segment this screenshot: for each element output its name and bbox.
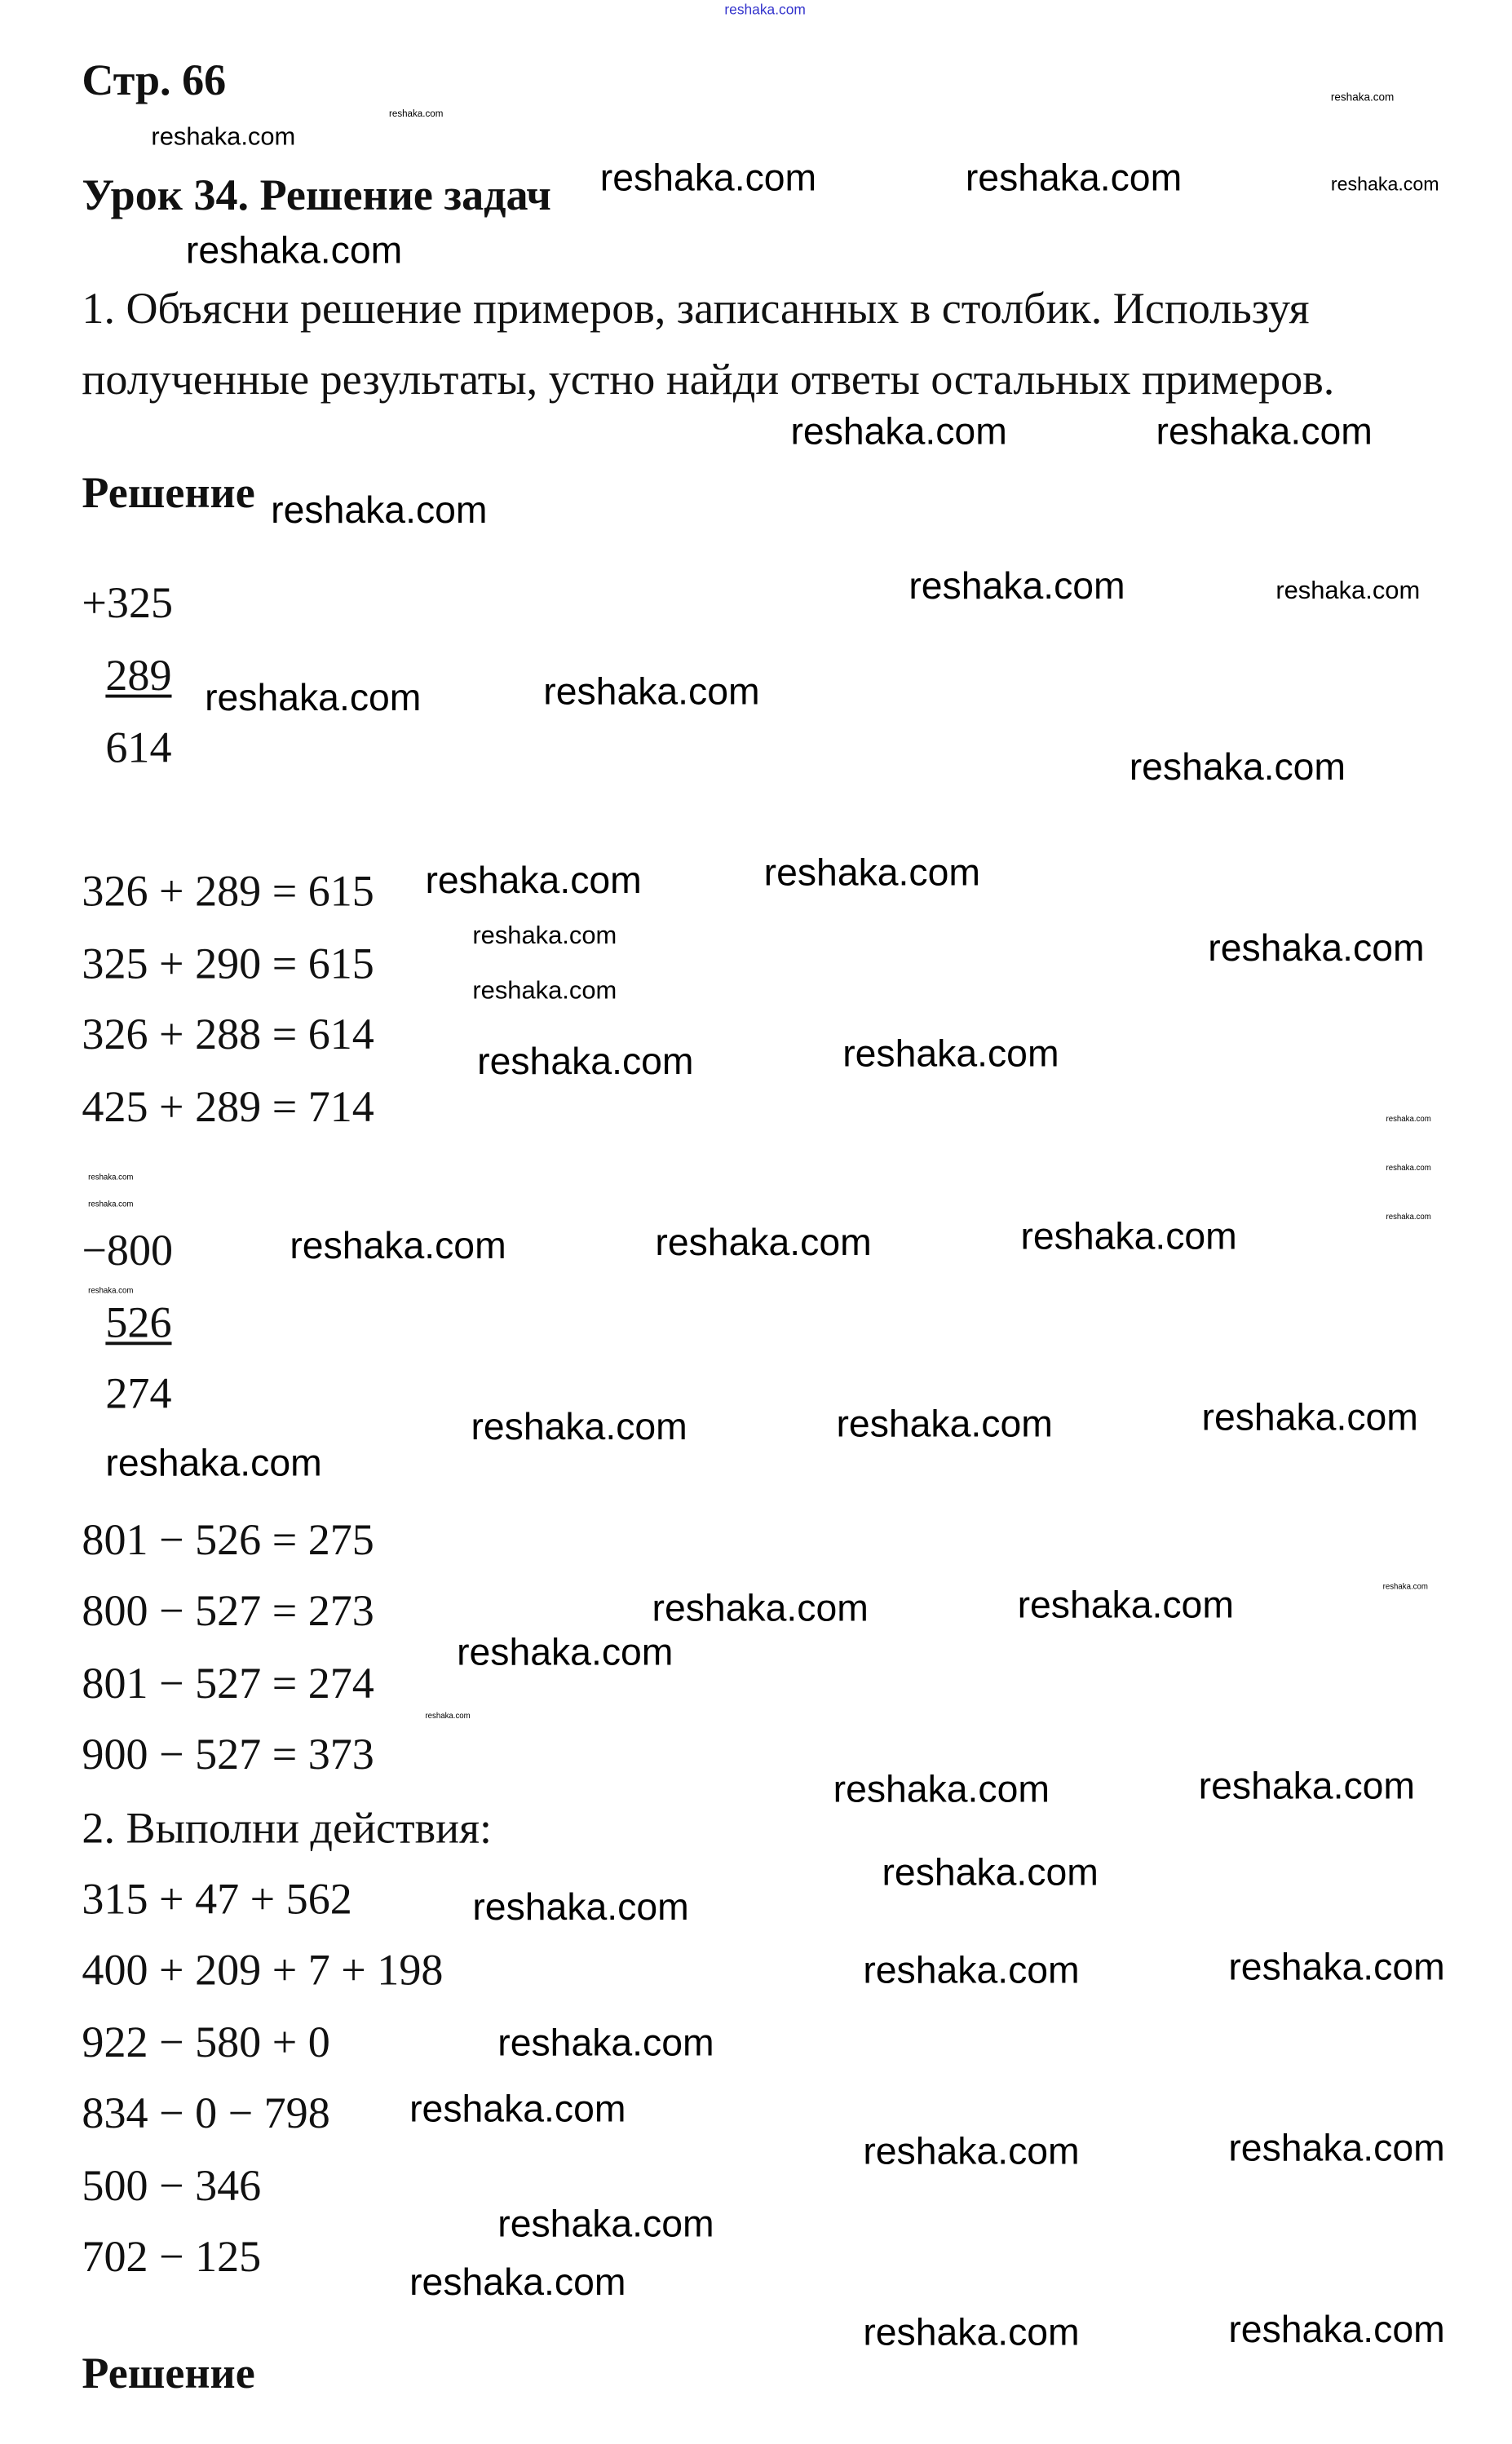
watermark: reshaka.com [185, 229, 403, 273]
watermark: reshaka.com [409, 2088, 626, 2131]
sub-equation: 801 − 527 = 274 [82, 1660, 374, 1709]
sub-equation: 801 − 526 = 275 [82, 1516, 374, 1566]
watermark: reshaka.com [497, 2022, 714, 2065]
task1-text-line2: полученные результаты, устно найди ответы остальных примеров. [82, 356, 1335, 405]
watermark: reshaka.com [543, 670, 760, 714]
watermark: reshaka.com [652, 1587, 869, 1630]
watermark: reshaka.com [290, 1225, 506, 1268]
watermark: reshaka.com [271, 489, 488, 533]
task2-expression: 400 + 209 + 7 + 198 [82, 1947, 444, 1995]
watermark: reshaka.com [1386, 1163, 1431, 1173]
watermark: reshaka.com [1228, 2128, 1445, 2171]
watermark: reshaka.com [1129, 746, 1346, 789]
watermark: reshaka.com [863, 2130, 1080, 2174]
watermark: reshaka.com [1330, 91, 1395, 104]
watermark: reshaka.com [1228, 1947, 1445, 1990]
add-equation: 425 + 289 = 714 [82, 1083, 374, 1133]
add-equation: 326 + 288 = 614 [82, 1010, 374, 1060]
task1-solution-heading: Решение [82, 469, 255, 519]
watermark: reshaka.com [836, 1403, 1053, 1446]
watermark: reshaka.com [425, 860, 642, 903]
watermark: reshaka.com [88, 1172, 134, 1182]
watermark: reshaka.com [863, 1949, 1080, 1993]
watermark: reshaka.com [389, 110, 444, 120]
watermark: reshaka.com [1382, 1581, 1428, 1592]
sub-equation: 800 − 527 = 273 [82, 1587, 374, 1637]
task2-expression: 922 − 580 + 0 [82, 2018, 330, 2068]
watermark: reshaka.com [205, 677, 422, 720]
watermark: reshaka.com [882, 1852, 1099, 1895]
task2-expression: 315 + 47 + 562 [82, 1876, 352, 1925]
watermark: reshaka.com [1386, 1114, 1431, 1124]
task2-expression: 834 − 0 − 798 [82, 2089, 330, 2139]
watermark: reshaka.com [105, 1443, 322, 1486]
task2-expression: 702 − 125 [82, 2233, 262, 2283]
column-add-top: +325 [82, 579, 174, 629]
watermark: reshaka.com [599, 157, 817, 201]
watermark: reshaka.com [724, 0, 806, 17]
column-add-result: 614 [105, 724, 172, 774]
sub-equation: 900 − 527 = 373 [82, 1730, 374, 1780]
watermark: reshaka.com [1198, 1765, 1416, 1809]
watermark: reshaka.com [763, 851, 980, 895]
watermark: reshaka.com [1017, 1584, 1234, 1627]
page-label: Стр. 66 [82, 56, 227, 106]
watermark: reshaka.com [409, 2261, 626, 2305]
task1-text-line1: 1. Объясни решение примеров, записанных в столбик. Используя [82, 285, 1310, 334]
watermark: reshaka.com [472, 922, 617, 950]
task2-solution-heading: Решение [82, 2349, 255, 2399]
watermark: reshaka.com [477, 1041, 694, 1084]
task2-expression: 500 − 346 [82, 2162, 262, 2212]
watermark: reshaka.com [655, 1222, 872, 1265]
watermark: reshaka.com [1275, 577, 1421, 605]
watermark: reshaka.com [457, 1631, 674, 1674]
watermark: reshaka.com [1330, 173, 1439, 196]
watermark: reshaka.com [425, 1711, 471, 1721]
watermark: reshaka.com [1228, 2309, 1445, 2352]
add-equation: 325 + 290 = 615 [82, 939, 374, 989]
watermark: reshaka.com [1208, 927, 1425, 970]
lesson-title: Урок 34. Решение задач [82, 171, 551, 221]
column-add-second: 289 [105, 652, 172, 701]
column-sub-result: 274 [105, 1370, 172, 1420]
watermark: reshaka.com [863, 2312, 1080, 2355]
watermark: reshaka.com [497, 2203, 714, 2246]
column-sub-top: −800 [82, 1226, 174, 1276]
watermark: reshaka.com [151, 124, 296, 152]
watermark: reshaka.com [790, 411, 1007, 454]
column-sub-second: 526 [105, 1299, 172, 1349]
watermark: reshaka.com [471, 1406, 687, 1449]
add-equation: 326 + 289 = 615 [82, 868, 374, 917]
watermark: reshaka.com [965, 157, 1183, 201]
watermark: reshaka.com [1020, 1215, 1237, 1259]
watermark: reshaka.com [472, 978, 617, 1005]
task2-text: 2. Выполни действия: [82, 1805, 493, 1854]
watermark: reshaka.com [909, 565, 1125, 608]
watermark: reshaka.com [842, 1032, 1059, 1076]
watermark: reshaka.com [1201, 1397, 1418, 1440]
watermark: reshaka.com [1386, 1212, 1431, 1222]
watermark: reshaka.com [833, 1768, 1050, 1811]
watermark: reshaka.com [88, 1199, 134, 1209]
watermark: reshaka.com [88, 1285, 134, 1296]
watermark: reshaka.com [1156, 411, 1373, 454]
watermark: reshaka.com [472, 1886, 689, 1929]
